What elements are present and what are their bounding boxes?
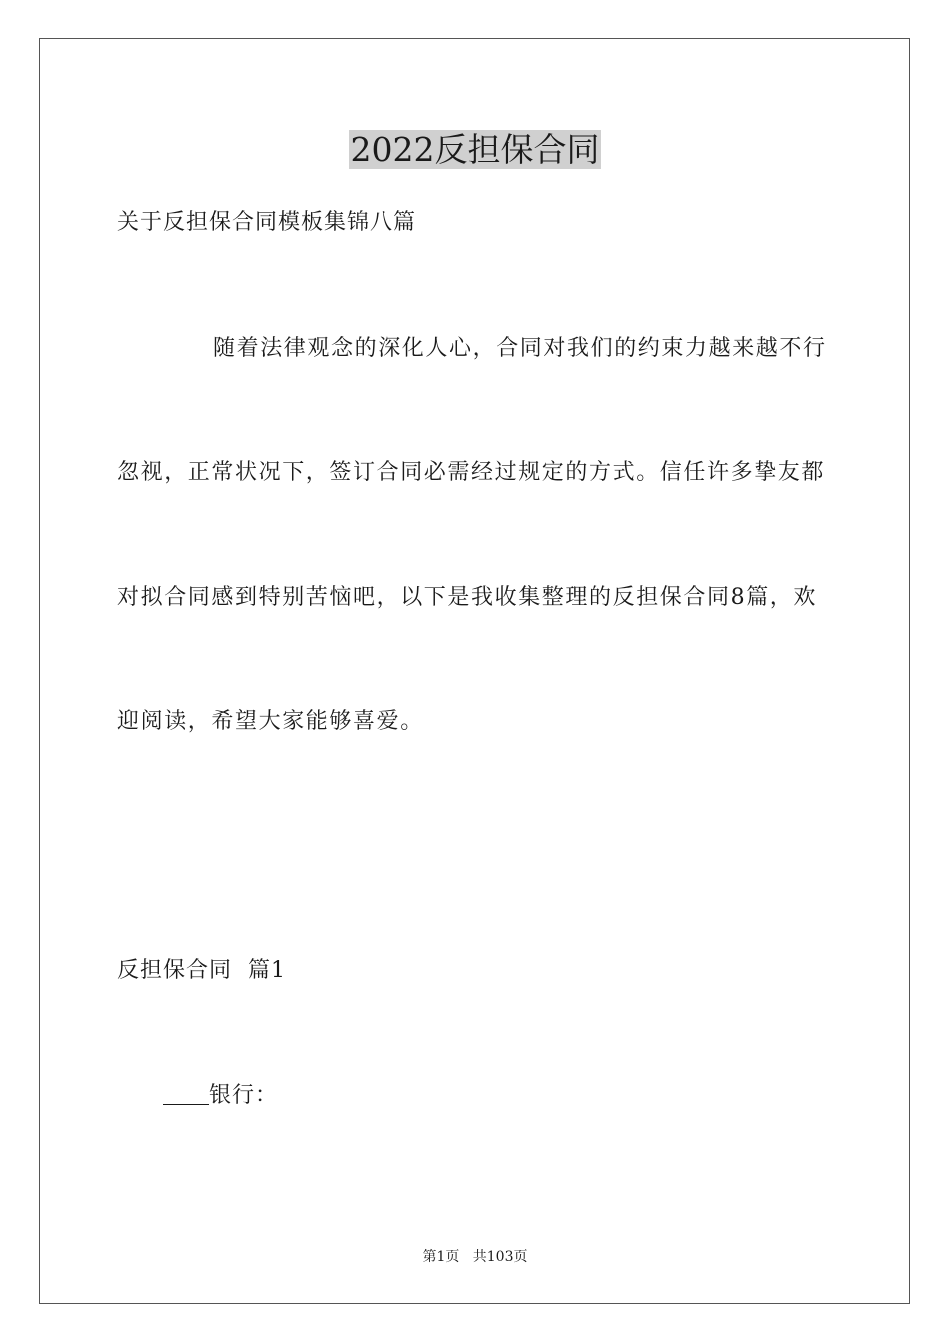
paragraph-line-3: 对拟合同感到特别苦恼吧，以下是我收集整理的反担保合同8篇，欢	[117, 585, 817, 610]
bank-line	[163, 1078, 278, 1114]
paragraph-line-2: 忽视，正常状况下，签订合同必需经过规定的方式。信任许多挚友都	[117, 460, 826, 485]
document-title	[0, 126, 950, 174]
paragraph-line-4: 迎阅读，希望大家能够喜爱。	[117, 709, 424, 734]
page-footer: 第1页 共103页	[422, 1249, 528, 1265]
document-subtitle: 关于反担保合同模板集锦八篇	[117, 210, 417, 235]
fill-in-blank	[163, 1078, 209, 1105]
section-heading: 反担保合同 篇1	[117, 958, 286, 983]
bank-label: 银行：	[209, 1083, 279, 1108]
document-title-text: 2022反担保合同	[350, 130, 600, 169]
paragraph-line-1: 随着法律观念的深化人心，合同对我们的约束力越来越不行	[213, 336, 827, 361]
